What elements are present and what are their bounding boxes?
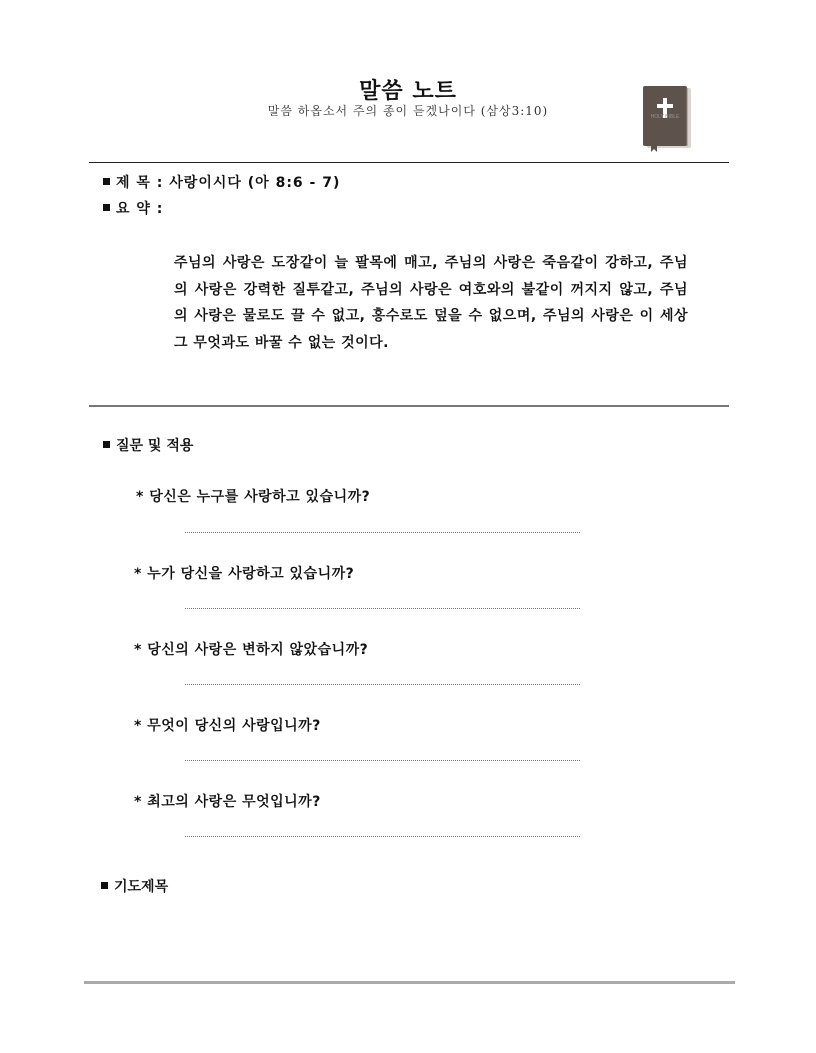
sermon-summary-row [103, 198, 163, 218]
sermon-summary-label: 요 약 : [116, 201, 164, 217]
questions-heading-row [103, 435, 193, 455]
prayer-heading-row [101, 876, 168, 896]
page-subtitle: 말씀 하옵소서 주의 종이 듣겠나이다 (삼상3:10) [267, 104, 549, 118]
answer-line [185, 684, 580, 685]
square-bullet-icon [103, 204, 110, 211]
question-item: * 누가 당신을 사랑하고 있습니까? [134, 566, 355, 582]
top-divider [89, 162, 729, 163]
square-bullet-icon [103, 178, 110, 185]
answer-line [185, 608, 580, 609]
question-item: * 당신의 사랑은 변하지 않았습니까? [134, 642, 369, 658]
question-item: * 당신은 누구를 사랑하고 있습니까? [136, 489, 371, 505]
section-divider [89, 405, 729, 407]
bottom-divider [84, 981, 735, 984]
question-item: * 최고의 사랑은 무엇입니까? [134, 794, 321, 810]
question-item: * 무엇이 당신의 사랑입니까? [134, 718, 321, 734]
answer-line [185, 836, 580, 837]
bible-cover-text: HOLY BIBLE [650, 114, 680, 120]
square-bullet-icon [103, 441, 110, 448]
questions-heading: 질문 및 적용 [116, 438, 194, 454]
square-bullet-icon [101, 882, 108, 889]
sermon-title-row [103, 172, 340, 192]
bible-cross-icon [641, 84, 693, 152]
sermon-summary-text: 주님의 사랑은 도장같이 늘 팔목에 매고, 주님의 사랑은 죽음같이 강하고, 주님의 사랑은 강력한 질투같고, 주님의 사랑은 여호와의 불같이 꺼지지 않고, 주님의 사랑은 물로도 끌 수 없고, 홍수로도 덮을 수 없으며, 주님의 사랑은 이 세상 그 무엇과도 바꿀 수 없는 것이다. [174, 255, 688, 351]
sermon-title-value: 사랑이시다 (아 8:6 - 7) [169, 175, 341, 191]
answer-line [185, 532, 580, 533]
prayer-heading: 기도제목 [114, 879, 169, 895]
page-title: 말씀 노트 [359, 79, 457, 104]
answer-line [185, 760, 580, 761]
sermon-title-label: 제 목 : [116, 175, 164, 191]
